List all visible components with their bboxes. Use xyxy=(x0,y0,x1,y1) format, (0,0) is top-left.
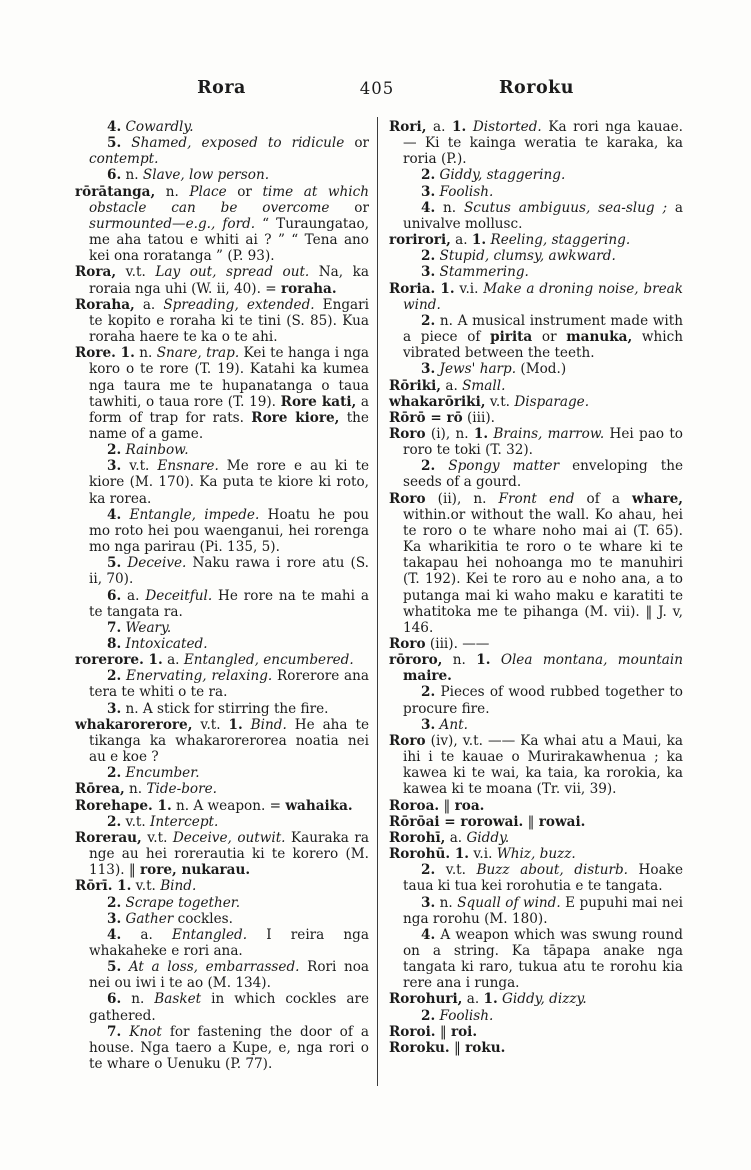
plain-text: (ii), n. xyxy=(425,490,499,507)
bold-text: 3. xyxy=(421,183,436,200)
italic-text: Deceive. xyxy=(127,555,187,572)
plain-text: v.i. xyxy=(469,846,497,863)
plain-text: ‖ xyxy=(449,1039,466,1056)
bold-text: Rora, xyxy=(75,264,117,281)
bold-text: 4. xyxy=(107,926,122,943)
bold-text: 4. xyxy=(421,926,436,943)
plain-text: a. xyxy=(445,829,467,846)
dictionary-entry xyxy=(75,781,369,797)
sense-paragraph xyxy=(75,895,369,911)
bold-text: 3. xyxy=(421,361,436,378)
dictionary-entry xyxy=(389,1024,683,1040)
plain-text: or xyxy=(226,183,263,200)
bold-text: Roroi. xyxy=(389,1023,436,1040)
italic-text: Entangle, impede. xyxy=(129,506,260,523)
italic-text: Deceive, outwit. xyxy=(172,829,286,846)
plain-text: v.t. xyxy=(121,458,158,475)
plain-text: Na, ka roraia nga uhi (W. ii, 40). = xyxy=(89,264,369,297)
italic-text: Olea montana, mountain xyxy=(500,652,684,669)
sense-paragraph xyxy=(389,1008,683,1024)
bold-text: 3. xyxy=(107,700,122,717)
italic-text: Foolish. xyxy=(439,1007,494,1024)
dictionary-entry xyxy=(75,345,369,442)
plain-text: in which cockles are gathered. xyxy=(89,991,369,1024)
bold-text: 4. xyxy=(107,119,122,135)
plain-text: a. xyxy=(426,119,453,135)
dictionary-entry xyxy=(389,378,683,394)
bold-text: Rorohuri, xyxy=(389,991,463,1008)
sense-paragraph xyxy=(75,507,369,555)
plain-text: Hei pao to roro te toki (T. 32). xyxy=(403,425,683,459)
dictionary-entry xyxy=(389,410,683,426)
plain-text xyxy=(121,135,131,151)
italic-text: Foolish. xyxy=(439,183,494,200)
bold-text: rorirori, xyxy=(389,232,451,249)
italic-text: Weary. xyxy=(125,619,172,636)
sense-paragraph xyxy=(389,927,683,992)
italic-text: Lay out, spread out. xyxy=(155,264,310,281)
column-divider-rule xyxy=(377,117,378,1086)
italic-text: Snare, trap. xyxy=(156,345,240,362)
plain-text: Hoatu he pou mo roto hei pou waenganui, hei rorenga mo nga parirau (Pi. 135, 5). xyxy=(89,506,370,556)
italic-text: Reeling, staggering. xyxy=(490,232,631,249)
sense-paragraph xyxy=(389,862,683,894)
dictionary-entry xyxy=(75,830,369,878)
sense-paragraph xyxy=(75,911,369,927)
italic-text: Encumber. xyxy=(125,765,200,782)
sense-paragraph xyxy=(75,167,369,183)
bold-text: wahaika. xyxy=(285,797,353,814)
italic-text: Shamed, exposed to ridicule xyxy=(131,135,345,152)
bold-text: Rori, xyxy=(389,119,427,135)
dictionary-entry xyxy=(75,878,369,894)
dictionary-entry xyxy=(389,119,683,167)
italic-text: Distorted. xyxy=(472,119,542,135)
plain-text: Kauraka ra nge au hei rorerautia ki te korero (M. 113). ‖ xyxy=(89,829,369,879)
plain-text: Pieces of wood rubbed together to procure fire. xyxy=(403,684,683,717)
bold-text: 4. xyxy=(421,199,436,216)
italic-text: Gather xyxy=(125,910,174,927)
plain-text: n. xyxy=(155,183,190,200)
right-column xyxy=(389,119,683,1056)
bold-text: 3. xyxy=(107,458,122,475)
sense-paragraph xyxy=(389,264,683,280)
bold-text: 2. xyxy=(107,813,122,830)
bold-text: Rore. 1. xyxy=(75,345,135,362)
bold-text: 2. xyxy=(421,167,436,184)
plain-text: v.t. xyxy=(116,264,156,281)
sense-paragraph xyxy=(75,765,369,781)
bold-text: Roro xyxy=(389,636,426,652)
plain-text: E pupuhi mai nei nga rorohu (M. 180). xyxy=(403,894,683,927)
italic-text: Buzz about, disturb. xyxy=(476,862,628,879)
plain-text: a. xyxy=(134,296,164,313)
bold-text: Rōrō = rō xyxy=(389,409,463,426)
bold-text: roi. xyxy=(450,1023,478,1040)
italic-text: Entangled, encumbered. xyxy=(183,652,354,669)
bold-text: Roro xyxy=(389,490,426,507)
bold-text: whare, xyxy=(632,490,683,507)
sense-paragraph xyxy=(389,895,683,927)
bold-text: 5. xyxy=(107,555,122,572)
plain-text: for fastening the door of a house. Nga taero a Kupe, e, nga rori o te whare o Uenuku (P. 77). xyxy=(89,1023,369,1073)
sense-paragraph xyxy=(75,814,369,830)
bold-text: rorerore. 1. xyxy=(75,652,163,669)
sense-paragraph xyxy=(389,248,683,264)
italic-text: Basket xyxy=(154,991,202,1008)
italic-text: At a loss, embarrassed. xyxy=(128,959,300,976)
plain-text: “ Turaungatao, me aha tatou e whiti ai ? ” “ Tena ano kei ona roratanga ” (P. 93). xyxy=(89,215,369,265)
dictionary-entry xyxy=(389,991,683,1007)
plain-text: ‖ xyxy=(435,1023,451,1040)
bold-text: 1. xyxy=(228,716,243,733)
dictionary-entry xyxy=(389,814,683,830)
bold-text: roku. xyxy=(465,1039,506,1056)
bold-text: 2. xyxy=(421,312,436,329)
sense-paragraph xyxy=(389,313,683,361)
italic-text: Rainbow. xyxy=(125,442,189,459)
sense-paragraph xyxy=(389,684,683,716)
italic-text: Ensnare. xyxy=(157,458,219,475)
plain-text: n. xyxy=(124,781,147,798)
bold-text: pirita xyxy=(490,329,533,346)
bold-text: Rorehape. 1. xyxy=(75,797,172,814)
bold-text: roraha. xyxy=(280,280,337,297)
bold-text: 2. xyxy=(421,862,436,879)
catchword-right: Roroku xyxy=(499,78,574,98)
dictionary-entry xyxy=(389,1040,683,1056)
plain-text xyxy=(435,458,448,474)
dictionary-entry xyxy=(389,426,683,458)
bold-text: Rore kiore, xyxy=(251,409,340,426)
plain-text: a. xyxy=(450,232,472,249)
plain-text: I reira nga whakaheke e rori ana. xyxy=(89,926,369,959)
sense-paragraph xyxy=(75,959,369,991)
italic-text: Stupid, clumsy, awkward. xyxy=(439,248,616,265)
left-column xyxy=(75,119,369,1072)
bold-text: rōrātanga, xyxy=(75,183,156,200)
sense-paragraph xyxy=(75,119,369,135)
bold-text: rore, nukarau. xyxy=(140,862,251,879)
bold-text: Roro xyxy=(389,425,426,442)
italic-text: Giddy, staggering. xyxy=(439,167,566,184)
bold-text: 4. xyxy=(107,506,122,523)
bold-text: Roraha, xyxy=(75,296,135,313)
bold-text: 3. xyxy=(421,894,436,911)
sense-paragraph xyxy=(75,620,369,636)
bold-text: Rore kati, xyxy=(280,393,357,410)
dictionary-entry xyxy=(389,830,683,846)
bold-text: Rōrōai = rorowai. xyxy=(389,813,524,830)
bold-text: 2. xyxy=(421,1007,436,1024)
plain-text: A weapon which was swung round on a string. Ka tāpapa anake nga tangata ki raro, tukua atu te rorohu kia rere ana i runga. xyxy=(403,926,683,992)
plain-text: v.t. xyxy=(121,813,151,830)
plain-text: Ka rori nga kauae. — Ki te kainga weratia te karaka, ka roria (P.). xyxy=(403,119,684,168)
italic-text: Small. xyxy=(462,377,506,394)
bold-text: 1. xyxy=(476,652,491,669)
dictionary-entry xyxy=(389,281,683,313)
plain-text: within.or without the wall. Ko ahau, hei te roro o te whare noho mai ai (T. 65). Ka wharikitia te roro o te whare ki te takapau hei nohoanga mo te manuhiri (T. 192). Kei te roro au e noho ana, a to putanga mai ki waho maku e karatiti te whatitoka me te pihanga (M. vii). ‖ J. v, 146. xyxy=(403,506,683,636)
plain-text: Kei te hanga i nga koro o te rore (T. 19). Katahi ka kumea nga taura me te hupanatanga o taua tawhiti, o taua rore (T. 19). xyxy=(89,345,370,410)
bold-text: 1. xyxy=(452,119,467,135)
plain-text: or xyxy=(344,135,370,152)
sense-paragraph xyxy=(389,184,683,200)
plain-text: a. xyxy=(162,652,184,669)
sense-paragraph xyxy=(75,588,369,620)
dictionary-entry xyxy=(389,394,683,410)
bold-text: 1. xyxy=(473,425,489,442)
plain-text: n. xyxy=(442,652,477,669)
sense-paragraph xyxy=(75,135,369,167)
bold-text: Rorohī, xyxy=(389,829,446,846)
page-number: 405 xyxy=(359,79,395,98)
plain-text: ‖ xyxy=(439,797,455,814)
italic-text: Deceitful. xyxy=(145,587,213,604)
plain-text xyxy=(121,959,129,975)
plain-text: (i), n. xyxy=(425,425,474,442)
italic-text: time at which obstacle can be overcome xyxy=(89,183,369,216)
bold-text: 6. xyxy=(107,587,122,604)
bold-text: 2. xyxy=(421,684,436,701)
catchword-left: Rora xyxy=(197,78,246,98)
plain-text: a. xyxy=(121,587,146,604)
plain-text: enveloping the seeds of a gourd. xyxy=(403,458,683,491)
dictionary-entry xyxy=(75,717,369,765)
plain-text: (Mod.) xyxy=(516,361,567,378)
bold-text: 5. xyxy=(107,135,122,152)
sense-paragraph xyxy=(75,927,369,959)
plain-text: He aha te tikanga ka whakarorerorea noatia nei au e koe ? xyxy=(89,716,369,766)
italic-text: contempt. xyxy=(89,151,159,168)
plain-text: Me rore e au ki te kiore (M. 170). Ka puta te kiore ki roto, ka rorea. xyxy=(89,458,369,507)
bold-text: 2. xyxy=(107,442,122,459)
bold-text: 2. xyxy=(421,458,436,475)
bold-text: Roroku. xyxy=(389,1039,450,1056)
sense-paragraph xyxy=(75,458,369,506)
plain-text: n. xyxy=(134,345,157,362)
italic-text: Entangled. xyxy=(171,926,248,943)
italic-text: surmounted—e.g., ford. xyxy=(89,215,256,232)
bold-text: Rorohū. 1. xyxy=(389,846,470,863)
sense-paragraph xyxy=(75,991,369,1023)
bold-text: 2. xyxy=(107,894,122,911)
italic-text: Front end xyxy=(498,490,575,507)
dictionary-entry xyxy=(389,491,683,636)
plain-text: Naku rawa i rore atu (S. ii, 70). xyxy=(89,555,370,588)
plain-text: n. xyxy=(435,894,458,911)
bold-text: roa. xyxy=(454,797,485,814)
italic-text: Slave, low person. xyxy=(142,167,270,184)
italic-text: Intercept. xyxy=(150,813,219,830)
dictionary-entry xyxy=(75,264,369,296)
plain-text: v.t. xyxy=(435,862,477,879)
plain-text: v.t. xyxy=(131,878,161,895)
dictionary-entry xyxy=(75,798,369,814)
plain-text: the name of a game. xyxy=(89,409,369,442)
plain-text: v.t. xyxy=(141,829,173,846)
plain-text: n. xyxy=(435,199,464,216)
bold-text: Roria. 1. xyxy=(389,280,455,297)
italic-text: Bind. xyxy=(160,878,197,895)
plain-text: or xyxy=(329,199,369,216)
dictionary-entry xyxy=(389,846,683,862)
sense-paragraph xyxy=(389,361,683,377)
plain-text: (iii). xyxy=(462,409,495,426)
bold-text: Rōriki, xyxy=(389,377,442,394)
bold-text: 1. xyxy=(471,232,487,249)
italic-text: Bind. xyxy=(250,716,287,733)
sense-paragraph xyxy=(75,555,369,587)
plain-text: a. xyxy=(121,926,172,943)
italic-text: Brains, marrow. xyxy=(493,425,605,442)
italic-text: Disparage. xyxy=(514,393,590,410)
bold-text: 6. xyxy=(107,991,122,1008)
dictionary-entry xyxy=(75,297,369,345)
bold-text: 2. xyxy=(107,765,122,782)
dictionary-entry xyxy=(389,733,683,798)
plain-text: which vibrated between the teeth. xyxy=(403,329,683,362)
italic-text: Tide-bore. xyxy=(146,781,217,798)
italic-text: Intoxicated. xyxy=(125,636,208,652)
bold-text: 7. xyxy=(107,619,122,636)
bold-text: 3. xyxy=(107,910,122,927)
bold-text: 2. xyxy=(421,248,436,265)
plain-text: Hoake taua ki tua kei rorohutia e te tangata. xyxy=(403,862,683,895)
italic-text: Cowardly. xyxy=(125,119,194,135)
plain-text: cockles. xyxy=(173,910,233,927)
italic-text: Spongy matter xyxy=(448,458,560,475)
sense-paragraph xyxy=(75,701,369,717)
bold-text: 2. xyxy=(107,668,122,685)
dictionary-entry xyxy=(389,636,683,652)
italic-text: Place xyxy=(189,183,227,200)
sense-paragraph xyxy=(75,668,369,700)
sense-paragraph xyxy=(75,1024,369,1072)
bold-text: Rorerau, xyxy=(75,829,142,846)
plain-text: (iv), v.t. —— Ka whai atu a Maui, ka ihi i te kauae o Murirakawhenua ; ka kawea ki te wai, ka taia, ka rorokia, ka kawea ki te moana (Tr. vii, 39). xyxy=(403,732,683,798)
italic-text: Scutus ambiguus, sea-slug ; xyxy=(463,199,668,216)
plain-text: n. xyxy=(121,167,143,184)
italic-text: Giddy. xyxy=(466,829,510,846)
plain-text: (iii). —— xyxy=(425,636,490,652)
plain-text: v.t. xyxy=(192,716,229,733)
sense-paragraph xyxy=(75,636,369,652)
bold-text: 3. xyxy=(421,264,436,281)
sense-paragraph xyxy=(75,442,369,458)
bold-text: whakarōriki, xyxy=(389,393,486,410)
bold-text: 8. xyxy=(107,636,122,652)
italic-text: Make a droning noise, break wind. xyxy=(403,280,683,313)
dictionary-entry xyxy=(75,652,369,668)
bold-text: maire. xyxy=(403,668,452,685)
plain-text xyxy=(243,717,251,733)
bold-text: rōroro, xyxy=(389,652,443,669)
plain-text: Rorerore ana tera te whiti o te ra. xyxy=(89,668,370,701)
sense-paragraph xyxy=(389,458,683,490)
italic-text: Enervating, relaxing. xyxy=(126,668,273,685)
plain-text: a. xyxy=(441,377,463,394)
plain-text: He rore na te mahi a te tangata ra. xyxy=(89,587,369,620)
plain-text: v.i. xyxy=(454,280,484,297)
plain-text xyxy=(490,652,500,668)
plain-text: a form of trap for rats. xyxy=(89,393,369,426)
bold-text: Rōrea, xyxy=(75,781,125,798)
bold-text: 6. xyxy=(107,167,122,184)
plain-text: n. xyxy=(121,991,155,1008)
italic-text: Squall of wind. xyxy=(457,894,561,911)
italic-text: Stammering. xyxy=(439,264,529,281)
bold-text: Roroa. xyxy=(389,797,440,814)
italic-text: Scrape together. xyxy=(125,894,241,911)
plain-text: n. A stick for stirring the fire. xyxy=(121,700,329,717)
italic-text: Knot xyxy=(129,1023,162,1040)
plain-text xyxy=(466,119,473,135)
plain-text: n. A weapon. = xyxy=(171,797,286,814)
italic-text: Giddy, dizzy. xyxy=(502,991,587,1008)
dictionary-entry xyxy=(389,652,683,684)
dictionary-entry xyxy=(75,184,369,265)
dictionary-entry xyxy=(389,798,683,814)
sense-paragraph xyxy=(389,717,683,733)
plain-text: Rori noa nei ou iwi i te ao (M. 134). xyxy=(89,959,370,992)
bold-text: 7. xyxy=(107,1023,122,1040)
italic-text: Jews' harp. xyxy=(439,361,517,378)
bold-text: Roro xyxy=(389,732,426,749)
plain-text: a univalve mollusc. xyxy=(403,199,683,232)
bold-text: 3. xyxy=(421,716,436,733)
italic-text: Ant. xyxy=(439,716,468,733)
bold-text: whakarorerore, xyxy=(75,716,193,733)
italic-text: Spreading, extended. xyxy=(163,296,315,313)
plain-text: ‖ xyxy=(523,813,539,830)
bold-text: manuka, xyxy=(566,329,633,346)
bold-text: Rōrī. 1. xyxy=(75,878,132,895)
dictionary-entry xyxy=(389,232,683,248)
plain-text: of a xyxy=(574,490,633,507)
bold-text: rowai. xyxy=(538,813,586,830)
sense-paragraph xyxy=(389,167,683,183)
plain-text: or xyxy=(532,329,567,346)
bold-text: 5. xyxy=(107,959,122,976)
italic-text: Whiz, buzz. xyxy=(496,846,576,863)
plain-text: n. A musical instrument made with a piece of xyxy=(403,312,683,346)
sense-paragraph xyxy=(389,200,683,232)
plain-text xyxy=(121,507,129,523)
plain-text: a. xyxy=(462,991,484,1008)
plain-text: Engari te kopito e roraha ki te tini (S. 85). Kua roraha haere te ka o te ahi. xyxy=(89,296,369,346)
bold-text: 1. xyxy=(483,991,498,1008)
plain-text: v.t. xyxy=(485,393,515,410)
